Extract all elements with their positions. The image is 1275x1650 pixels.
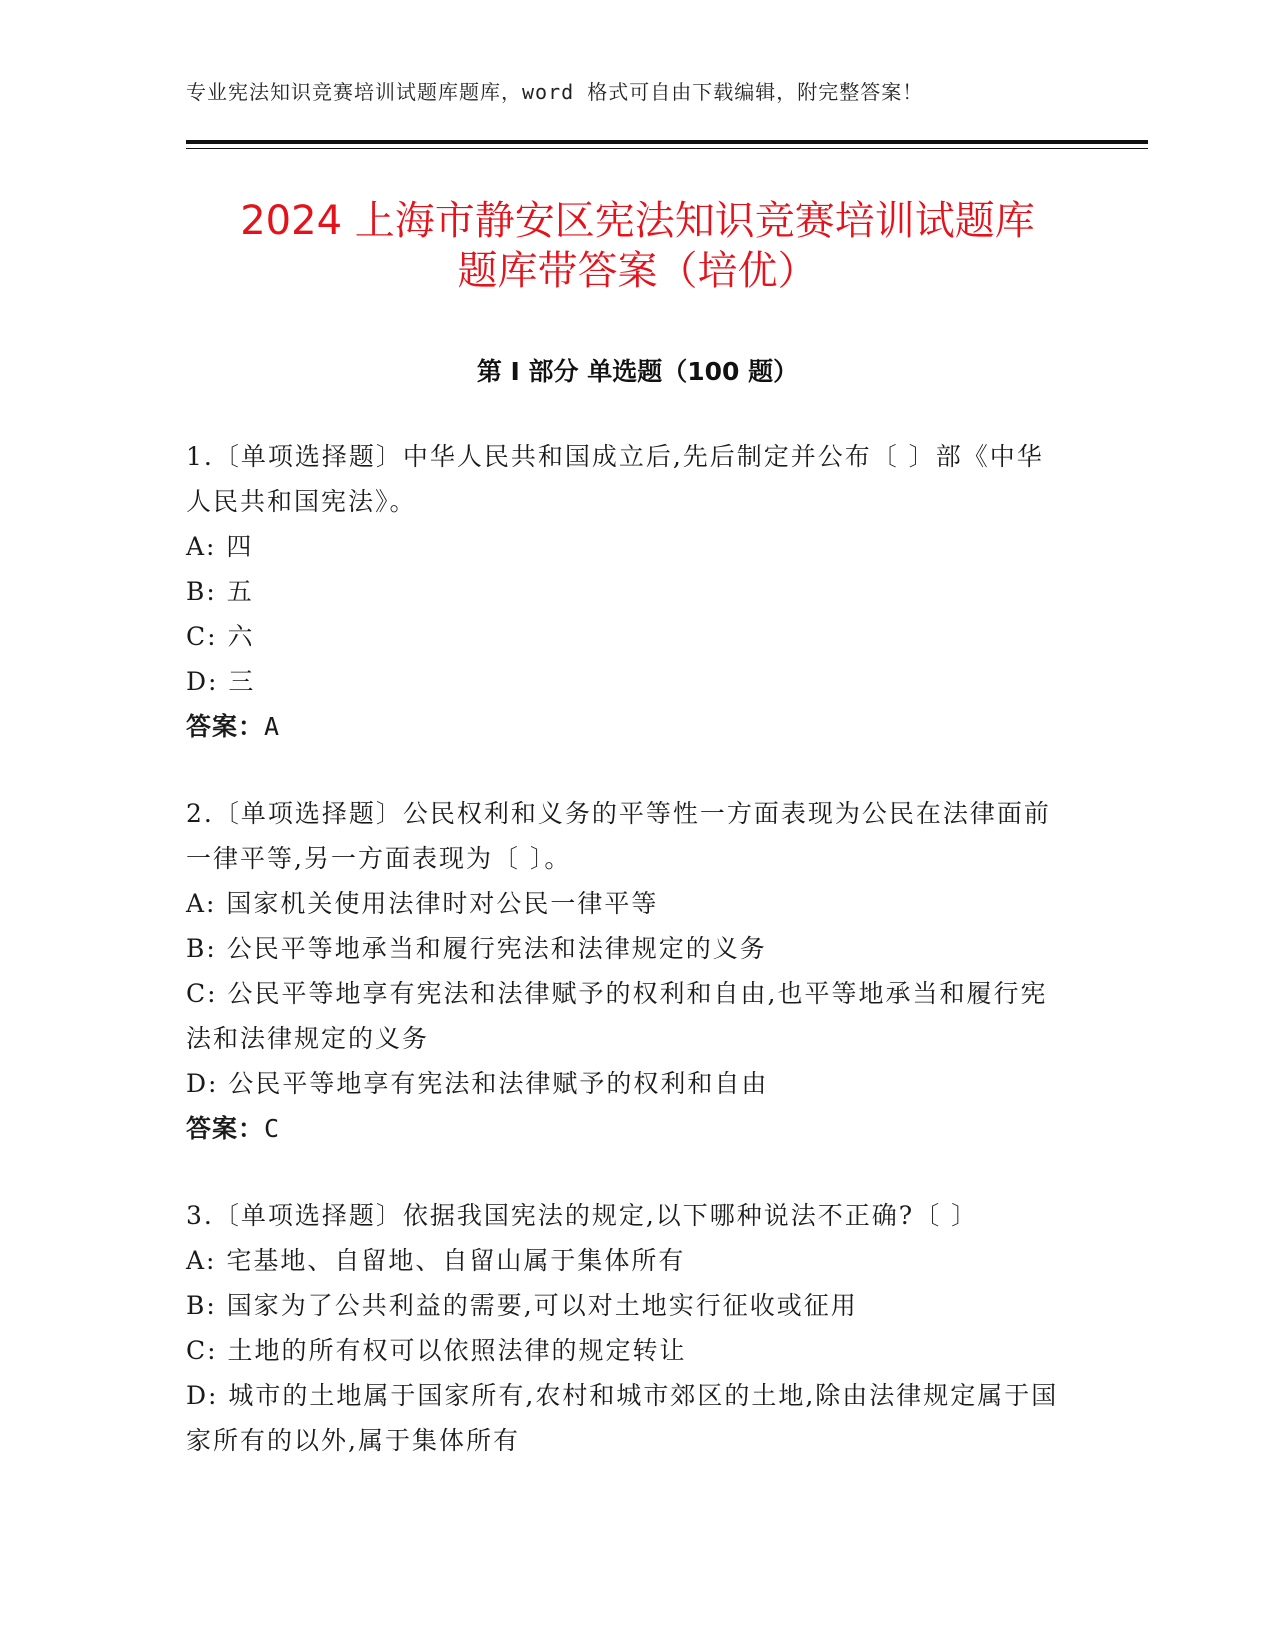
question-2 — [186, 791, 1066, 1151]
answer-value: A — [264, 712, 281, 741]
title-line-2: 题库带答案（培优） — [457, 248, 818, 294]
header-divider-thick — [186, 140, 1148, 144]
option-d: D: 公民平等地享有宪法和法律赋予的权利和自由 — [186, 1069, 769, 1098]
question-stem: 1.〔单项选择题〕中华人民共和国成立后,先后制定并公布〔 〕部《中华人民共和国宪法》。 — [186, 442, 1044, 516]
answer-line — [186, 1106, 1066, 1151]
answer-value: C — [264, 1114, 281, 1143]
question-stem: 2.〔单项选择题〕公民权利和义务的平等性一方面表现为公民在法律面前一律平等,另一方面表现为〔 〕。 — [186, 799, 1051, 873]
option-a: A: 国家机关使用法律时对公民一律平等 — [186, 889, 659, 918]
question-list — [186, 434, 1066, 1505]
document-title — [140, 196, 1135, 296]
option-c: C: 土地的所有权可以依照法律的规定转让 — [186, 1336, 687, 1365]
answer-line — [186, 704, 1066, 749]
option-b: B: 国家为了公共利益的需要,可以对土地实行征收或征用 — [186, 1291, 858, 1320]
option-d: D: 城市的土地属于国家所有,农村和城市郊区的土地,除由法律规定属于国家所有的以外,属于集体所有 — [186, 1381, 1059, 1455]
option-b: B: 五 — [186, 577, 254, 606]
header-note: 专业宪法知识竞赛培训试题库题库，word 格式可自由下载编辑，附完整答案！ — [186, 80, 924, 104]
option-c: C: 公民平等地享有宪法和法律赋予的权利和自由,也平等地承当和履行宪法和法律规定的义务 — [186, 979, 1048, 1053]
option-a: A: 四 — [186, 532, 254, 561]
answer-label: 答案： — [186, 712, 265, 741]
header-divider-thin — [186, 148, 1148, 149]
option-d: D: 三 — [186, 667, 256, 696]
section-heading: 第 I 部分 单选题（100 题） — [476, 357, 799, 386]
option-c: C: 六 — [186, 622, 255, 651]
title-line-1: 2024 上海市静安区宪法知识竞赛培训试题库 — [240, 198, 1035, 244]
answer-label: 答案： — [186, 1114, 265, 1143]
question-1 — [186, 434, 1066, 749]
option-a: A: 宅基地、自留地、自留山属于集体所有 — [186, 1246, 686, 1275]
question-3 — [186, 1193, 1066, 1463]
question-stem: 3.〔单项选择题〕依据我国宪法的规定,以下哪种说法不正确?〔 〕 — [186, 1201, 979, 1230]
option-b: B: 公民平等地承当和履行宪法和法律规定的义务 — [186, 934, 767, 963]
